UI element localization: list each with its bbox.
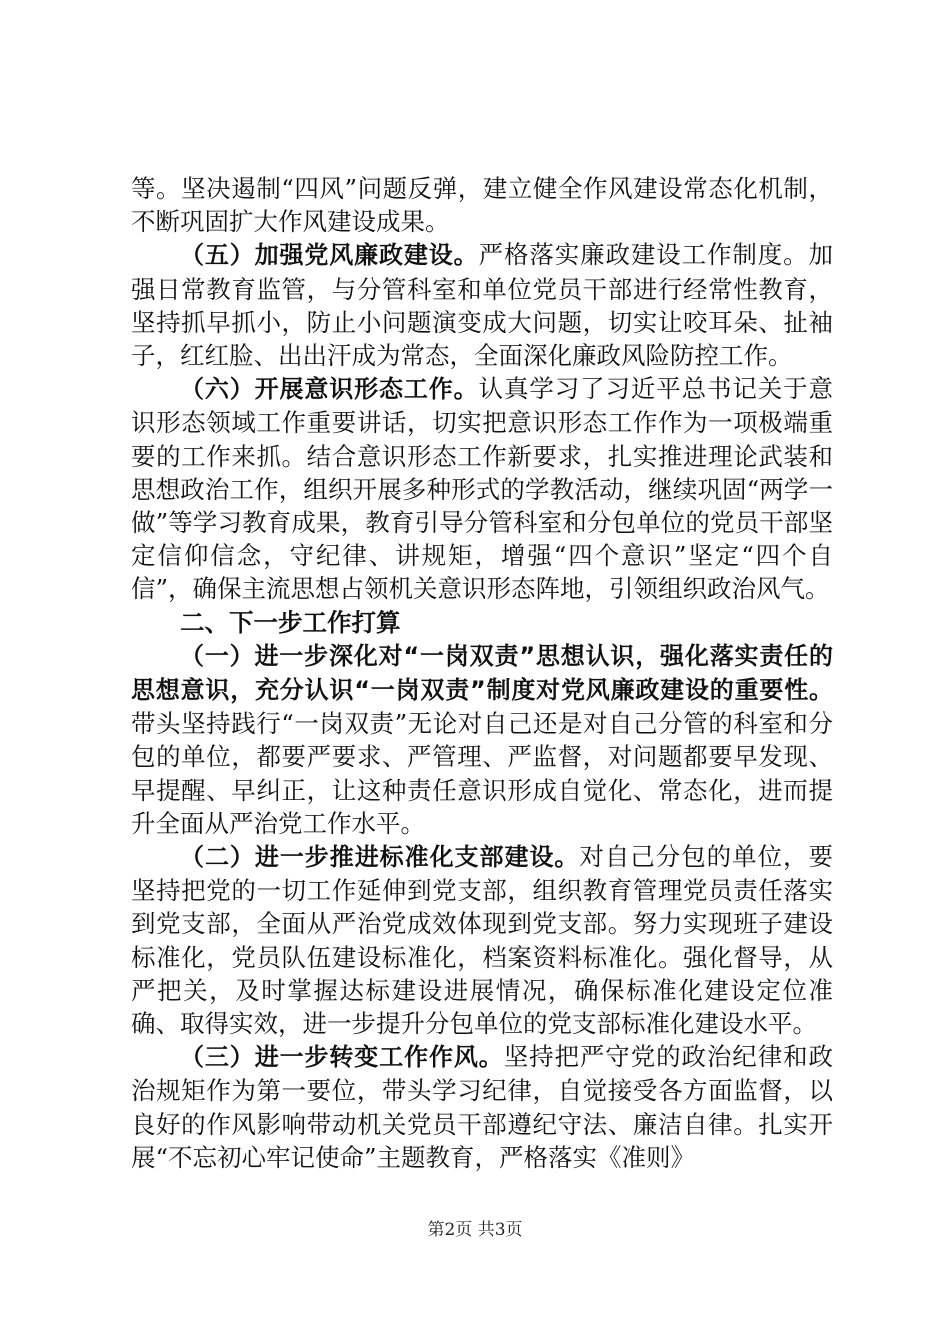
paragraph-heading: （五）加强党风廉政建设。 bbox=[180, 241, 479, 270]
paragraph-text: 严格落实廉政建设工作制度。加强日常教育监管，与分管科室和单位党员干部进行经常性教育，坚持抓早抓小，防止小问题演变成大问题，切实让咬耳朵、扯袖子，红红脸、出出汗成为常态，全面深化廉政风险防控工作。 bbox=[131, 240, 834, 371]
paragraph-work-style bbox=[131, 1040, 833, 1174]
paragraph-text: 带头坚持践行“一岗双责”无论对自己还是对自己分管的科室和分包的单位，都要严要求、严管理、严监督，对问题都要早发现、早提醒、早纠正，让这种责任意识形成自觉化、常态化，进而提升全面从严治党工作水平。 bbox=[131, 709, 833, 838]
paragraph-dual-responsibility bbox=[131, 639, 833, 840]
paragraph-text: 坚持把严守党的政治纪律和政治规矩作为第一要位，带头学习纪律，自觉接受各方面监督，以良好的作风影响带动机关党员干部遵纪守法、廉洁自律。扎实开展“不忘初心牢记使命”主题教育，严格落实《准则》 bbox=[131, 1042, 834, 1172]
paragraph-heading: （二）进一步推进标准化支部建设。 bbox=[180, 843, 580, 872]
paragraph-heading: （六）开展意识形态工作。 bbox=[180, 375, 479, 404]
paragraph-heading: （三）进一步转变工作作风。 bbox=[180, 1043, 504, 1072]
paragraph-ideology-work bbox=[131, 372, 833, 605]
paragraph-continuation: 等。坚决遏制“四风”问题反弹，建立健全作风建设常态化机制，不断巩固扩大作风建设成果。 bbox=[131, 174, 833, 237]
paragraph-branch-standardization bbox=[131, 840, 833, 1040]
section-heading: 二、下一步工作打算 bbox=[180, 607, 401, 637]
document-body bbox=[131, 172, 833, 1174]
paragraph-party-integrity bbox=[131, 238, 833, 372]
paragraph-text: 认真学习了习近平总书记关于意识形态领域工作重要讲话，切实把意识形态工作作为一项极端重要的工作来抓。结合意识形态工作新要求，扎实推进理论武装和思想政治工作，组织开展多种形式的学教活动，继续巩固“两学一做”等学习教育成果，教育引导分管科室和分包单位的党员干部坚定信仰信念，守纪律、讲规矩，增强“四个意识”坚定“四个自信”，确保主流思想占领机关意识形态阵地，引领组织政治风气。 bbox=[131, 374, 834, 604]
paragraph-text: 对自己分包的单位，要坚持把党的一切工作延伸到党支部，组织教育管理党员责任落实到党支部，全面从严治党成效体现到党支部。努力实现班子建设标准化，党员队伍建设标准化，档案资料标准化。强化督导，从严把关，及时掌握达标建设进展情况，确保标准化建设定位准确、取得实效，进一步提升分包单位的党支部标准化建设水平。 bbox=[131, 842, 833, 1039]
page-footer: 第2页 共3页 bbox=[427, 1220, 523, 1240]
paragraph-heading: （一）进一步深化对“一岗双责”思想认识，强化落实责任的思想意识，充分认识“一岗双责”制度对党风廉政建设的重要性。 bbox=[131, 641, 833, 705]
